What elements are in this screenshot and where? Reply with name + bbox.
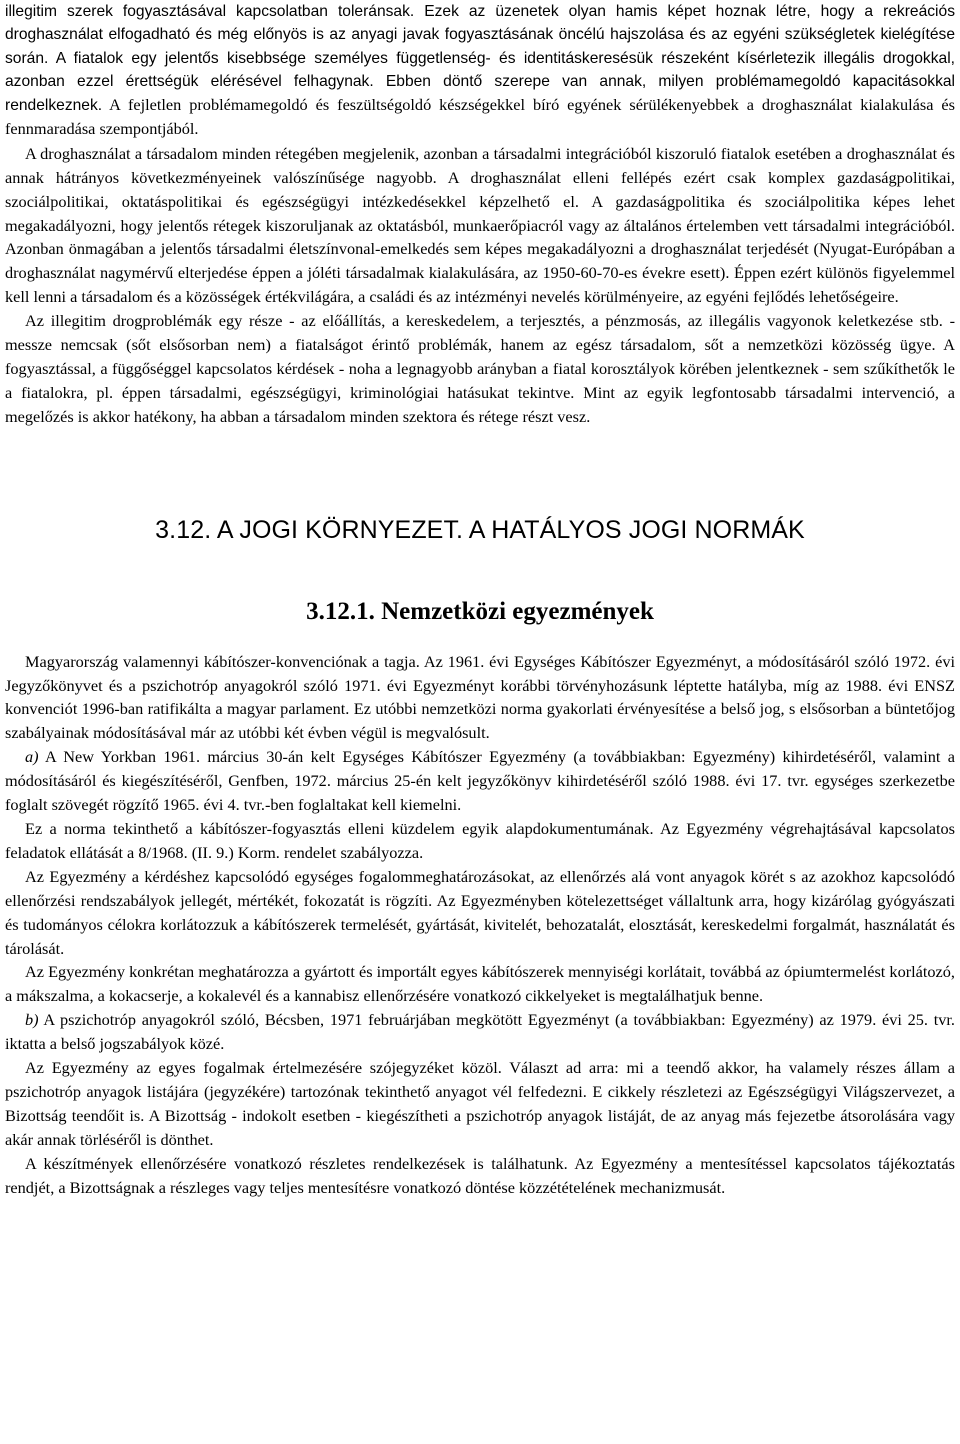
subsection-heading: 3.12.1. Nemzetközi egyezmények [306, 597, 654, 625]
paragraph-intro-1 [5, 0, 955, 142]
item-a-label: a) [25, 747, 39, 767]
intro-section [5, 0, 955, 142]
intro-body [5, 142, 955, 429]
paragraph-item-b [5, 1008, 955, 1056]
item-a-text: A New Yorkban 1961. március 30-án kelt Egységes Kábítószer Egyezmény (a továbbiakban: Egyezmény) kihirdetéséről, valamint a módosításáról és kiegészítéséről, Genfben, 1972. március 25-én kelt jegyzőkönyv kihirdetéséről szóló 1988. évi 17. tvr. egységes szerkezetbe foglalt szövegét rögzítő 1965. évi 4. tvr.-ben foglaltakat kell kiemelni. [5, 747, 955, 815]
paragraph-intro-2: A droghasználat a társadalom minden rétegében megjelenik, azonban a társadalmi integrációból kiszoruló fiatalok esetében a droghasználat és annak hátrányos következményeinek valószínűsége nagyobb. A droghasználat elleni fellépés ezért csak komplex gazdaságpolitikai, szociálpolitikai, oktatáspolitikai és egészségügyi intézkedésekkel képzelhető el. A gazdaságpolitika és szociálpolitika képes lehet megakadályozni, hogy jelentős rétegek kiszoruljanak az oktatásból, munkaerőpiacról vagy az általános értelemben vett társadalmi integrációból. Azonban önmagában a jelentős társadalmi életszínvonal-emelkedés sem képes megakadályozni a droghasználat terjedését (Nyugat-Európában a droghasználat nagymérvű elterjedése éppen a jóléti társadalmak kialakulására, az 1950-60-70-es évekre esett). Éppen ezért különös figyelemmel kell lenni a társadalom és a közösségek értékvilágára, a családi és az intézményi nevelés körülményeire, az egyéni fejlődés lehetőségeire. [5, 143, 955, 307]
paragraph-intro-1-serif-part: A fejletlen problémamegoldó és feszültségoldó készségekkel bíró egyének sérülékenyebbek a droghasználat kialakulása és fennmaradása szempontjából. [5, 95, 955, 139]
paragraph-body-2: Ez a norma tekinthető a kábítószer-fogyasztás elleni küzdelem egyik alapdokumentumának. Az Egyezmény végrehajtásával kapcsolatos feladatok ellátását a 8/1968. (II. 9.) Korm. rendelet szabályozza. [5, 819, 955, 862]
paragraph-body-4: Az Egyezmény konkrétan meghatározza a gyártott és importált egyes kábítószerek mennyiségi korlátait, továbbá az ópiumtermelést korlátozó, a mákszalma, a kokacserje, a kokalevél és a kannabisz ellenőrzésére vonatkozó cikkelyeket is megtalálhatjuk benne. [5, 962, 955, 1006]
paragraph-body-5: Az Egyezmény az egyes fogalmak értelmezésére szójegyzéket közöl. Választ ad arra: mi a teendő akkor, ha valamely részes állam a pszichotróp anyagok listájára (jegyzékére) tartozónak tekinthető anyagot vél felfedezni. E cikkely részletezi az Egészségügyi Világszervezet, a Bizottság teendőit is. A Bizottság - indokolt esetben - kiegészítheti a pszichotróp anyagok listáját, de az anyag más fejezetbe átsorolására vagy akár annak törléséről is dönthet. [5, 1058, 955, 1149]
paragraph-body-1: Magyarország valamennyi kábítószer-konvenciónak a tagja. Az 1961. évi Egységes Kábítószer Egyezményt, a módosításáról szóló 1972. évi Jegyzőkönyvet és a pszichotróp anyagokról szóló 1971. évi Egyezményt korábbi törvényhozásunk léptette hatályba, míg az 1988. évi ENSZ konvenciót 1996-ban ratifikálta a magyar parlament. Ez utóbbi nemzetközi norma gyakorlati érvényesítése a belső jog, s elsősorban a büntetőjog szabályainak módosításával már az utóbbi két évben végül is megvalósult. [5, 651, 955, 743]
paragraph-intro-3: Az illegitim drogproblémák egy része - az előállítás, a kereskedelem, a terjesztés, a pénzmosás, az illegális vagyonok keletkezése stb. - messze nemcsak (sőt elsősorban nem) a fiatalságot érintő problémák, hanem az egész társadalom, sőt a nemzetközi közösség ügye. A fogyasztással, a függőséggel kapcsolatos kérdések - noha a legnagyobb arányban a fiatal korosztályok körében jelentkeznek - sem szűkíthetők le a fiatalokra, pl. éppen társadalmi, egészségügyi, kriminológiai hatásukat tekintve. Mint az egyik legfontosabb társadalmi intervenció, a megelőzés is akkor hatékony, ha abban a társadalom minden szektora és rétege részt vesz. [5, 311, 955, 426]
conventions-section [5, 650, 955, 1200]
paragraph-intro-1-sans-part: illegitim szerek fogyasztásával kapcsolatban toleránsak. Ezek az üzenetek olyan hamis képet hoznak létre, hogy a rekreációs droghasználat elfogadható és még előnyös is az anyagi javak fogyasztásának öncélú hajszolása és az egyéni szükségletek kielégítése során. A fiatalok egy jelentős kisebbsége személyes függetlenség- és identitáskeresésük részeként kísérletezik illegális drogokkal, azonban ezzel érettségük elérésével felhagynak. Ebben döntő szerepe van annak, milyen problémamegoldó kapacitásokkal rendelkeznek. [5, 3, 955, 115]
item-b-text: A pszichotróp anyagokról szóló, Bécsben, 1971 februárjában megkötött Egyezményt (a továbbiakban: Egyezmény) az 1979. évi 25. tvr. iktatta a belső jogszabályok közé. [5, 1010, 955, 1054]
section-heading: 3.12. A JOGI KÖRNYEZET. A HATÁLYOS JOGI NORMÁK [155, 515, 805, 544]
paragraph-item-a [5, 745, 955, 817]
item-b-label: b) [25, 1010, 39, 1030]
paragraph-body-6: A készítmények ellenőrzésére vonatkozó részletes rendelkezések is találhatunk. Az Egyezmény a mentesítéssel kapcsolatos tájékoztatás rendjét, a Bizottságnak a részleges vagy teljes mentesítésre vonatkozó döntése közzétételének mechanizmusát. [5, 1153, 955, 1197]
paragraph-body-3: Az Egyezmény a kérdéshez kapcsolódó egységes fogalommeghatározásokat, az ellenőrzés alá vont anyagok körét s az azokhoz kapcsolódó ellenőrzési rendszabályok jellegét, mértékét, fokozatát is rögzíti. Az Egyezményben kötelezettséget vállaltunk arra, hogy kizárólag gyógyászati és tudományos célokra korlátozzuk a kábítószerek termelését, gyártását, kivitelét, behozatalát, elosztását, kereskedelmi forgalmát, használatát és tárolását. [5, 866, 955, 958]
